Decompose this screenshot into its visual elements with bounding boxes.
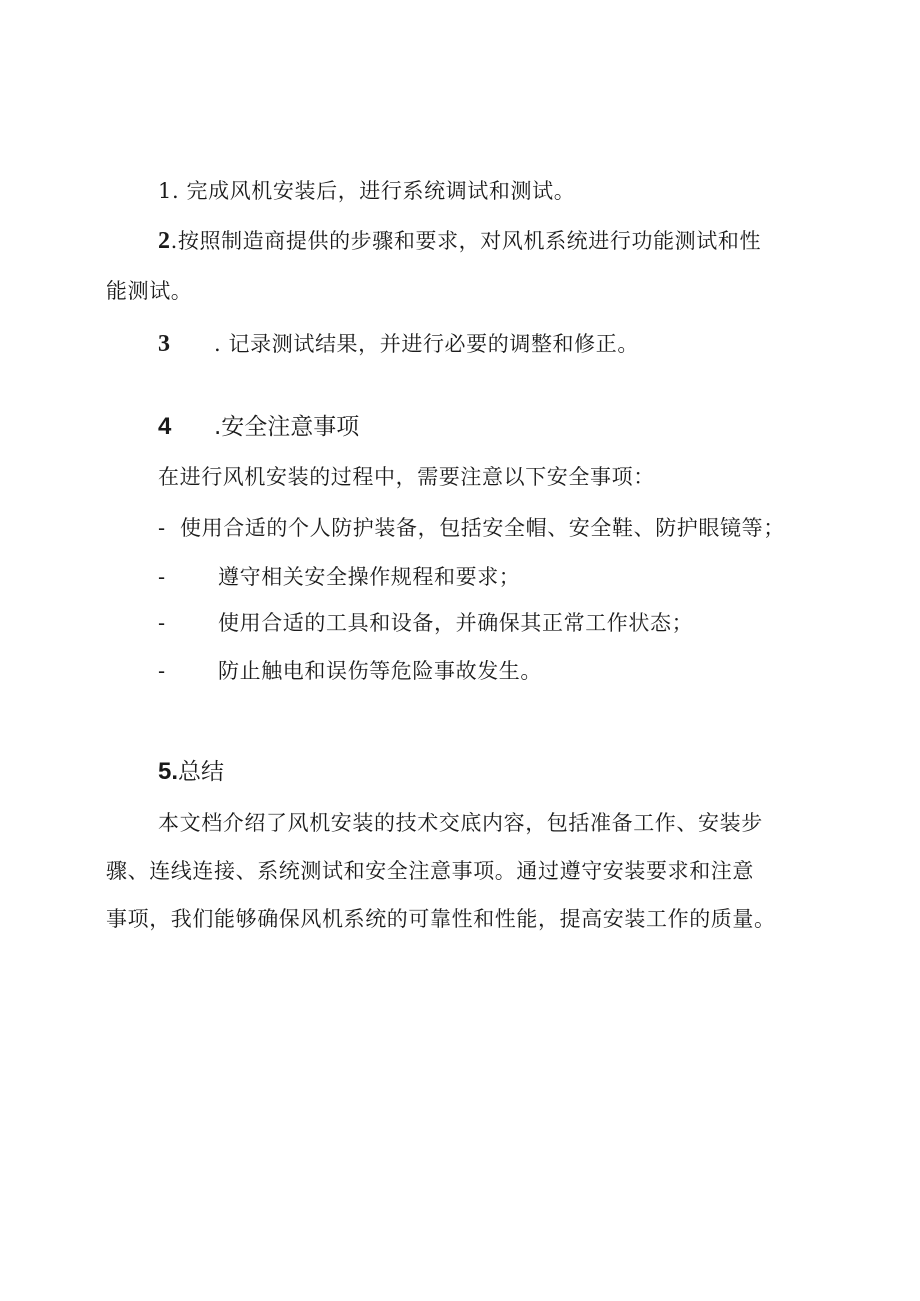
section-5-number: 5. [158, 758, 179, 785]
step-1 [158, 178, 575, 204]
section-4-title-text: .安全注意事项 [214, 414, 360, 440]
safety-item-3-text: 使用合适的工具和设备，并确保其正常工作状态； [218, 611, 694, 635]
summary-line-1 [158, 810, 763, 836]
step-2-number: 2 [158, 228, 171, 254]
summary-line-3 [106, 906, 776, 932]
step-3-number: 3 [158, 331, 170, 357]
safety-item-2-text: 遵守相关安全操作规程和要求； [218, 565, 521, 589]
step-2 [158, 228, 761, 254]
safety-item-1-dash: - [158, 516, 166, 540]
summary-line-3-text: 事项，我们能够确保风机系统的可靠性和性能，提高安装工作的质量。 [106, 907, 776, 931]
safety-item-1-body [180, 515, 785, 541]
step-2-continuation [106, 278, 192, 304]
step-2-text-line2: 能测试。 [106, 279, 193, 303]
step-3 [158, 331, 170, 357]
safety-item-4 [158, 658, 165, 684]
section-4-number: 4 [158, 413, 172, 440]
safety-item-2 [158, 564, 165, 590]
safety-intro-text: 在进行风机安装的过程中，需要注意以下安全事项： [158, 465, 655, 489]
section-4-title [214, 414, 359, 440]
safety-item-4-text: 防止触电和误伤等危险事故发生。 [218, 659, 542, 683]
step-2-text-line1: .按照制造商提供的步骤和要求，对风机系统进行功能测试和性 [170, 229, 762, 253]
section-5-title-text: 总结 [178, 759, 225, 785]
section-4-heading [158, 414, 171, 440]
safety-item-3-dash: - [158, 611, 166, 635]
safety-item-2-body [218, 564, 520, 590]
safety-item-1-text: 使用合适的个人防护装备，包括安全帽、安全鞋、防护眼镜等； [180, 516, 785, 540]
safety-item-2-dash: - [158, 565, 166, 589]
step-1-text: 1. 完成风机安装后，进行系统调试和测试。 [158, 179, 576, 203]
summary-line-2-text: 骤、连线连接、系统测试和安全注意事项。通过遵守安装要求和注意 [106, 859, 754, 883]
step-3-body [214, 331, 639, 357]
step-3-text: . 记录测试结果，并进行必要的调整和修正。 [214, 332, 639, 356]
safety-item-3-body [218, 610, 693, 636]
safety-intro [158, 464, 655, 490]
safety-item-1 [158, 515, 165, 541]
section-5-heading [158, 759, 224, 785]
safety-item-4-body [218, 658, 542, 684]
safety-item-4-dash: - [158, 659, 166, 683]
summary-line-2 [106, 858, 754, 884]
safety-item-3 [158, 610, 165, 636]
summary-line-1-text: 本文档介绍了风机安装的技术交底内容，包括准备工作、安装步 [158, 811, 763, 835]
